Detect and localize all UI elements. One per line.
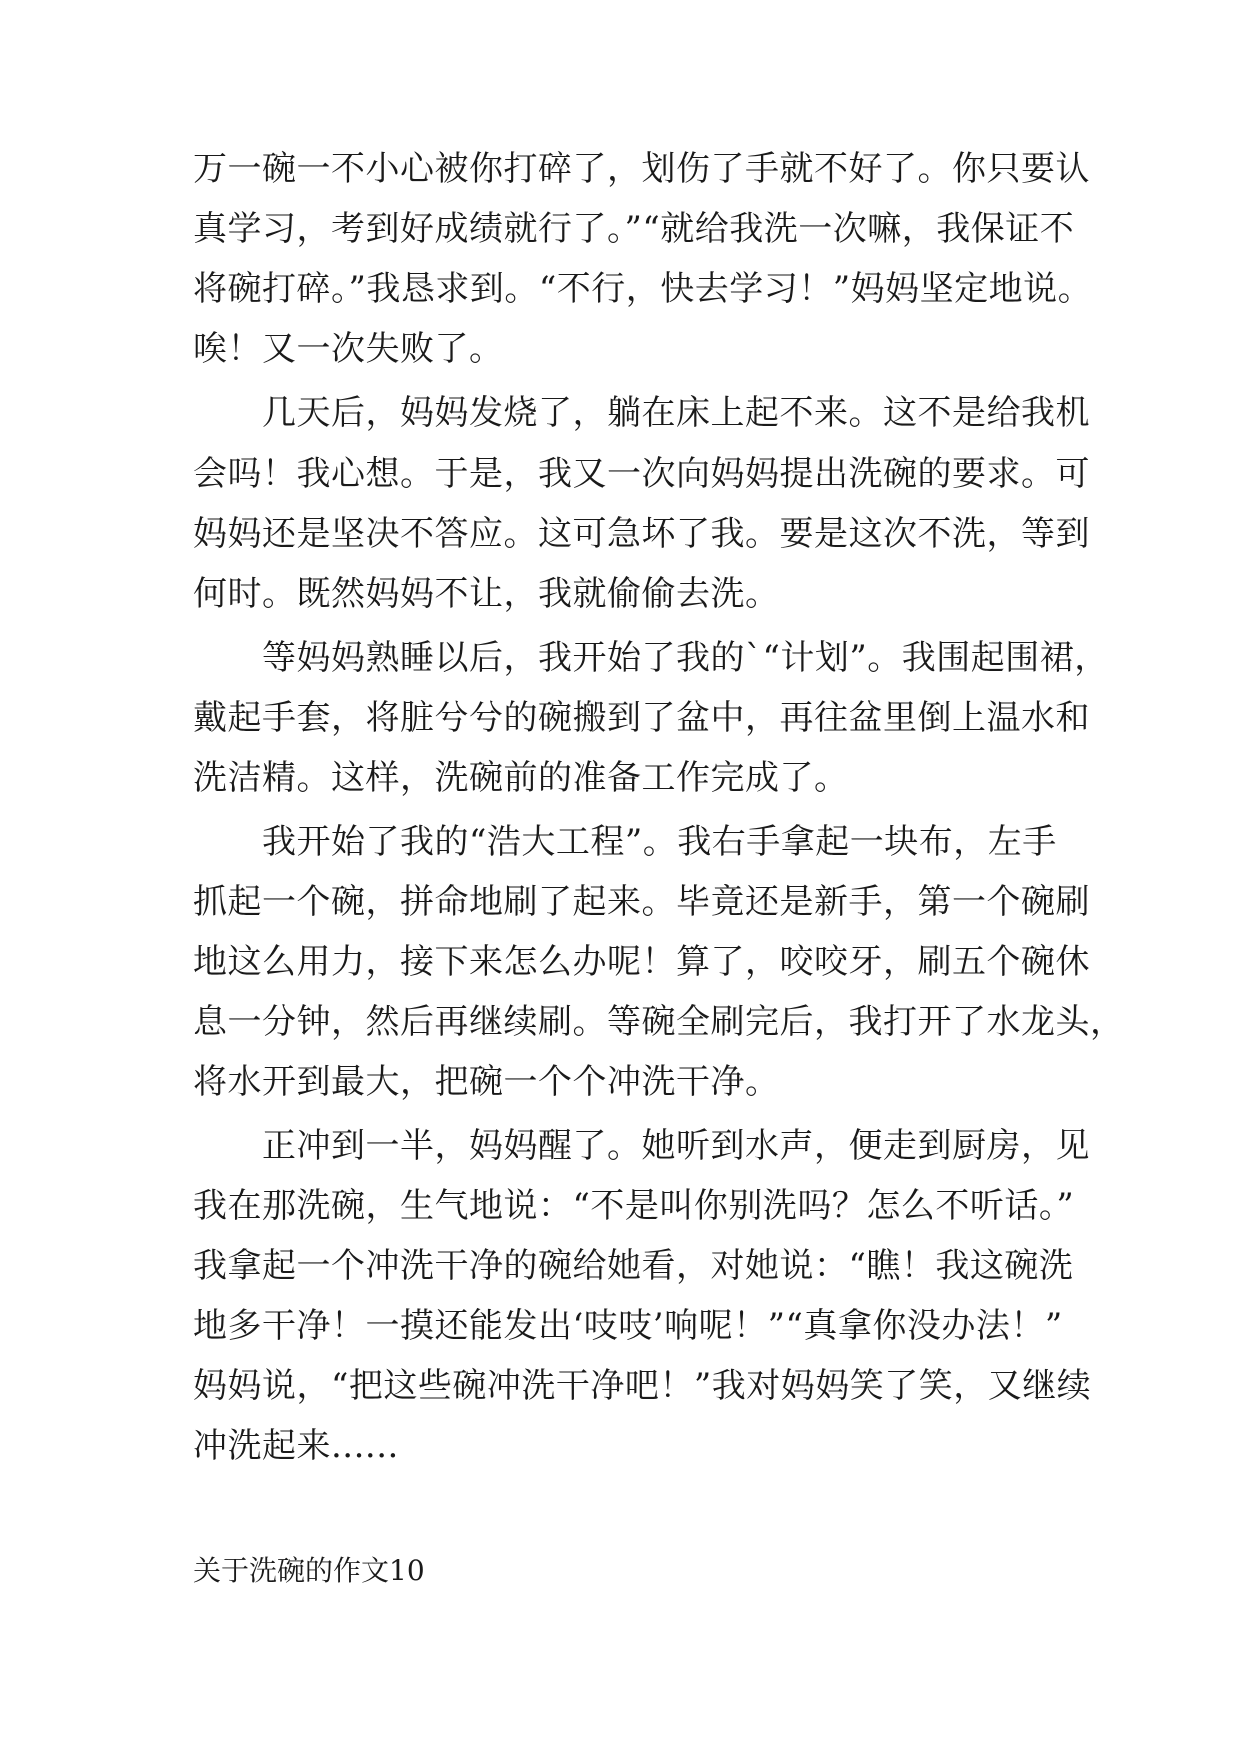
paragraph-line: 洗洁精。这样，洗碗前的准备工作完成了。 bbox=[193, 758, 849, 798]
paragraph-line: 唉！又一次失败了。 bbox=[193, 329, 504, 369]
paragraph-line: 我开始了我的“浩大工程”。我右手拿起一块布，左手 bbox=[193, 822, 1057, 862]
paragraph-line: 地多干净！一摸还能发出‘吱吱’响呢！”“真拿你没办法！” bbox=[193, 1306, 1063, 1346]
paragraph-line: 抓起一个碗，拼命地刷了起来。毕竟还是新手，第一个碗刷 bbox=[193, 882, 1090, 922]
paragraph-line: 妈妈说，“把这些碗冲洗干净吧！”我对妈妈笑了笑，又继续 bbox=[193, 1366, 1092, 1406]
paragraph-line: 万一碗一不小心被你打碎了，划伤了手就不好了。你只要认 bbox=[193, 149, 1090, 189]
paragraph-line: 等妈妈熟睡以后，我开始了我的`“计划”。我围起围裙， bbox=[193, 638, 1109, 678]
paragraph-line: 正冲到一半，妈妈醒了。她听到水声，便走到厨房，见 bbox=[193, 1126, 1090, 1166]
paragraph-line: 真学习，考到好成绩就行了。”“就给我洗一次嘛，我保证不 bbox=[193, 209, 1075, 249]
paragraph-line: 息一分钟，然后再继续刷。等碗全刷完后，我打开了水龙头， bbox=[193, 1002, 1125, 1042]
paragraph-line: 将碗打碎。”我恳求到。“不行，快去学习！”妈妈坚定地说。 bbox=[193, 269, 1093, 309]
paragraph-line: 几天后，妈妈发烧了，躺在床上起不来。这不是给我机 bbox=[193, 393, 1090, 433]
paragraph-line: 会吗！我心想。于是，我又一次向妈妈提出洗碗的要求。可 bbox=[193, 454, 1090, 494]
section-heading: 关于洗碗的作文10 bbox=[193, 1554, 425, 1587]
paragraph-line: 何时。既然妈妈不让，我就偷偷去洗。 bbox=[193, 574, 780, 614]
paragraph-line: 将水开到最大，把碗一个个冲洗干净。 bbox=[193, 1062, 780, 1102]
paragraph-line: 地这么用力，接下来怎么办呢！算了，咬咬牙，刷五个碗休 bbox=[193, 942, 1090, 982]
paragraph-line: 冲洗起来...... bbox=[193, 1426, 399, 1466]
paragraph-line: 我在那洗碗，生气地说：“不是叫你别洗吗？怎么不听话。” bbox=[193, 1186, 1075, 1226]
paragraph-line: 妈妈还是坚决不答应。这可急坏了我。要是这次不洗，等到 bbox=[193, 514, 1090, 554]
paragraph-line: 我拿起一个冲洗干净的碗给她看，对她说：“瞧！我这碗洗 bbox=[193, 1246, 1074, 1286]
paragraph-line: 戴起手套，将脏兮兮的碗搬到了盆中，再往盆里倒上温水和 bbox=[193, 698, 1090, 738]
